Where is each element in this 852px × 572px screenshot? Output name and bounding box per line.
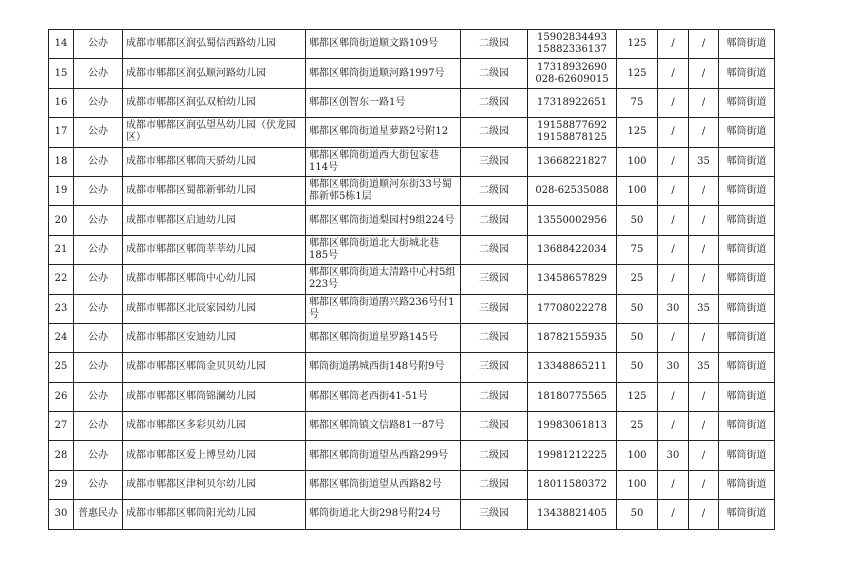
capacity-cell: 125: [617, 59, 658, 88]
count-b-cell: /: [689, 323, 719, 352]
school-type-cell: 公办: [74, 441, 123, 470]
school-type-cell: 公办: [74, 235, 123, 264]
phone-line: 15902834493: [537, 32, 607, 44]
school-name-cell: 成都市郫都区郫筒金贝贝幼儿园: [123, 353, 306, 382]
table-row: [49, 382, 775, 411]
phone-line: 17708022278: [537, 302, 607, 314]
capacity-cell: 25: [617, 265, 658, 294]
capacity-cell: 125: [617, 382, 658, 411]
phone-line: 18011580372: [537, 479, 607, 491]
phone-line: 13348865211: [537, 361, 607, 373]
table-row: [49, 176, 775, 205]
capacity-cell: 75: [617, 88, 658, 117]
row-number-cell: 19: [49, 176, 74, 205]
row-number-cell: 25: [49, 353, 74, 382]
row-number-cell: 15: [49, 59, 74, 88]
phone-line: 19983061813: [537, 420, 607, 432]
street-name-cell: 郫筒街道: [719, 176, 775, 205]
school-address-cell: 郫都区郫筒街道望从西路82号: [306, 470, 461, 499]
street-name-cell: 郫筒街道: [719, 353, 775, 382]
phone-number-cell: [528, 412, 617, 441]
school-name-cell: 成都市郫都区郫筒天骄幼儿园: [123, 147, 306, 176]
street-name-cell: 郫筒街道: [719, 59, 775, 88]
phone-line: 19981212225: [537, 449, 607, 461]
school-type-cell: 公办: [74, 206, 123, 235]
phone-line: 18782155935: [537, 332, 607, 344]
school-level-cell: 二级园: [461, 118, 528, 147]
school-type-cell: 公办: [74, 147, 123, 176]
table-row: [49, 235, 775, 264]
row-number-cell: 27: [49, 412, 74, 441]
phone-line: 028-62535088: [535, 185, 609, 197]
phone-number-cell: [528, 353, 617, 382]
row-number-cell: 21: [49, 235, 74, 264]
phone-number-cell: [528, 88, 617, 117]
phone-line: 17318932690: [537, 61, 607, 73]
school-address-cell: 郫都区郫筒街道太清路中心村5组223号: [306, 265, 461, 294]
count-b-cell: 35: [689, 147, 719, 176]
street-name-cell: 郫筒街道: [719, 441, 775, 470]
capacity-cell: 100: [617, 470, 658, 499]
school-address-cell: 郫都区郫筒街道顺河路1997号: [306, 59, 461, 88]
count-b-cell: /: [689, 235, 719, 264]
count-b-cell: /: [689, 500, 719, 529]
street-name-cell: 郫筒街道: [719, 412, 775, 441]
count-b-cell: /: [689, 206, 719, 235]
school-type-cell: 公办: [74, 176, 123, 205]
row-number-cell: 16: [49, 88, 74, 117]
table-row: [49, 147, 775, 176]
count-a-cell: /: [658, 88, 689, 117]
school-level-cell: 二级园: [461, 382, 528, 411]
phone-number-cell: [528, 382, 617, 411]
school-level-cell: 二级园: [461, 412, 528, 441]
phone-number-cell: [528, 206, 617, 235]
school-name-cell: 成都市郫都区润弘蜀信西路幼儿园: [123, 30, 306, 59]
school-level-cell: 二级园: [461, 235, 528, 264]
row-number-cell: 23: [49, 294, 74, 323]
school-level-cell: 二级园: [461, 176, 528, 205]
school-level-cell: 三级园: [461, 265, 528, 294]
school-level-cell: 二级园: [461, 88, 528, 117]
phone-line: 13550002956: [537, 214, 607, 226]
count-a-cell: /: [658, 470, 689, 499]
count-a-cell: 30: [658, 353, 689, 382]
school-name-cell: 成都市郫都区多彩贝幼儿园: [123, 412, 306, 441]
table-body: [49, 30, 775, 530]
count-b-cell: /: [689, 382, 719, 411]
school-type-cell: 公办: [74, 412, 123, 441]
kindergarten-table: [48, 29, 775, 530]
count-a-cell: /: [658, 235, 689, 264]
capacity-cell: 50: [617, 206, 658, 235]
phone-line: 13688422034: [537, 243, 607, 255]
row-number-cell: 17: [49, 118, 74, 147]
capacity-cell: 125: [617, 30, 658, 59]
row-number-cell: 14: [49, 30, 74, 59]
phone-number-cell: [528, 235, 617, 264]
table-row: [49, 206, 775, 235]
table-row: [49, 500, 775, 529]
count-a-cell: 30: [658, 294, 689, 323]
count-a-cell: 30: [658, 441, 689, 470]
count-a-cell: /: [658, 176, 689, 205]
school-level-cell: 二级园: [461, 441, 528, 470]
street-name-cell: 郫筒街道: [719, 294, 775, 323]
school-name-cell: 成都市郫都区津柯贝尔幼儿园: [123, 470, 306, 499]
street-name-cell: 郫筒街道: [719, 147, 775, 176]
street-name-cell: 郫筒街道: [719, 206, 775, 235]
street-name-cell: 郫筒街道: [719, 500, 775, 529]
school-level-cell: 三级园: [461, 147, 528, 176]
table-row: [49, 30, 775, 59]
street-name-cell: 郫筒街道: [719, 265, 775, 294]
row-number-cell: 26: [49, 382, 74, 411]
phone-number-cell: [528, 147, 617, 176]
school-address-cell: 郫都区郫筒街道星萝路2号附12: [306, 118, 461, 147]
school-type-cell: 公办: [74, 470, 123, 499]
school-name-cell: 成都市郫都区郫筒中心幼儿园: [123, 265, 306, 294]
phone-line: 13668221827: [537, 155, 607, 167]
phone-line: 15882336137: [537, 44, 607, 56]
row-number-cell: 24: [49, 323, 74, 352]
phone-number-cell: [528, 30, 617, 59]
school-level-cell: 二级园: [461, 470, 528, 499]
row-number-cell: 28: [49, 441, 74, 470]
school-name-cell: 成都市郫都区郫筒莘莘幼儿园: [123, 235, 306, 264]
capacity-cell: 100: [617, 176, 658, 205]
table-row: [49, 412, 775, 441]
school-type-cell: 公办: [74, 118, 123, 147]
capacity-cell: 75: [617, 235, 658, 264]
school-address-cell: 郫都区创智东一路1号: [306, 88, 461, 117]
table-row: [49, 470, 775, 499]
phone-number-cell: [528, 59, 617, 88]
phone-number-cell: [528, 176, 617, 205]
street-name-cell: 郫筒街道: [719, 235, 775, 264]
school-name-cell: 成都市郫都区郫筒阳光幼儿园: [123, 500, 306, 529]
count-b-cell: /: [689, 441, 719, 470]
school-type-cell: 公办: [74, 265, 123, 294]
phone-number-cell: [528, 470, 617, 499]
school-address-cell: 郫都区郫筒街道梨园村9组224号: [306, 206, 461, 235]
capacity-cell: 100: [617, 147, 658, 176]
school-address-cell: 郫都区郫筒街道顺河东街33号蜀都新邨5栋1层: [306, 176, 461, 205]
school-address-cell: 郫都区郫筒街道顺文路109号: [306, 30, 461, 59]
school-address-cell: 郫都区郫筒街道西大街包家巷114号: [306, 147, 461, 176]
school-name-cell: 成都市郫都区爱上博昱幼儿园: [123, 441, 306, 470]
phone-number-cell: [528, 118, 617, 147]
school-address-cell: 郫都区郫筒街道鹃兴路236号付1号: [306, 294, 461, 323]
count-b-cell: 35: [689, 353, 719, 382]
street-name-cell: 郫筒街道: [719, 470, 775, 499]
table-row: [49, 118, 775, 147]
count-b-cell: /: [689, 30, 719, 59]
school-name-cell: 成都市郫都区启迪幼儿园: [123, 206, 306, 235]
school-type-cell: 公办: [74, 353, 123, 382]
phone-number-cell: [528, 265, 617, 294]
count-a-cell: /: [658, 323, 689, 352]
count-b-cell: /: [689, 118, 719, 147]
phone-number-cell: [528, 323, 617, 352]
school-address-cell: 郫都区郫筒老西街41-51号: [306, 382, 461, 411]
school-level-cell: 二级园: [461, 206, 528, 235]
count-b-cell: /: [689, 59, 719, 88]
table-row: [49, 441, 775, 470]
count-a-cell: /: [658, 412, 689, 441]
school-address-cell: 郫都区郫筒镇文信路81一87号: [306, 412, 461, 441]
table-row: [49, 59, 775, 88]
school-level-cell: 二级园: [461, 59, 528, 88]
phone-line: 19158877692: [537, 120, 607, 132]
table-row: [49, 353, 775, 382]
row-number-cell: 29: [49, 470, 74, 499]
capacity-cell: 25: [617, 412, 658, 441]
count-b-cell: /: [689, 470, 719, 499]
phone-line: 18180775565: [537, 390, 607, 402]
phone-line: 13438821405: [537, 508, 607, 520]
count-b-cell: /: [689, 265, 719, 294]
table-row: [49, 323, 775, 352]
phone-line: 19158878125: [537, 132, 607, 144]
count-b-cell: /: [689, 88, 719, 117]
school-name-cell: 成都市郫都区郫筒锦澜幼儿园: [123, 382, 306, 411]
phone-number-cell: [528, 441, 617, 470]
school-address-cell: 郫筒街道鹃城西街148号附9号: [306, 353, 461, 382]
street-name-cell: 郫筒街道: [719, 30, 775, 59]
phone-number-cell: [528, 500, 617, 529]
school-type-cell: 公办: [74, 323, 123, 352]
phone-line: 17318922651: [537, 96, 607, 108]
capacity-cell: 50: [617, 294, 658, 323]
street-name-cell: 郫筒街道: [719, 323, 775, 352]
school-type-cell: 普惠民办: [74, 500, 123, 529]
count-a-cell: /: [658, 147, 689, 176]
school-level-cell: 三级园: [461, 294, 528, 323]
phone-line: 13458657829: [537, 273, 607, 285]
row-number-cell: 18: [49, 147, 74, 176]
count-a-cell: /: [658, 59, 689, 88]
school-type-cell: 公办: [74, 30, 123, 59]
school-type-cell: 公办: [74, 382, 123, 411]
phone-number-cell: [528, 294, 617, 323]
table-row: [49, 88, 775, 117]
count-a-cell: /: [658, 30, 689, 59]
school-name-cell: 成都市郫都区北辰家园幼儿园: [123, 294, 306, 323]
capacity-cell: 100: [617, 441, 658, 470]
capacity-cell: 50: [617, 353, 658, 382]
capacity-cell: 125: [617, 118, 658, 147]
school-address-cell: 郫都区郫筒街道星罗路145号: [306, 323, 461, 352]
count-b-cell: /: [689, 412, 719, 441]
school-level-cell: 二级园: [461, 323, 528, 352]
school-name-cell: 成都市郫都区润弘望丛幼儿园（伏龙园区）: [123, 118, 306, 147]
school-type-cell: 公办: [74, 294, 123, 323]
table-row: [49, 265, 775, 294]
school-level-cell: 二级园: [461, 30, 528, 59]
phone-line: 028-62609015: [535, 73, 609, 85]
school-address-cell: 郫筒街道北大街298号附24号: [306, 500, 461, 529]
count-b-cell: /: [689, 176, 719, 205]
school-name-cell: 成都市郫都区润弘顺河路幼儿园: [123, 59, 306, 88]
school-type-cell: 公办: [74, 88, 123, 117]
street-name-cell: 郫筒街道: [719, 88, 775, 117]
count-a-cell: /: [658, 500, 689, 529]
school-name-cell: 成都市郫都区安迪幼儿园: [123, 323, 306, 352]
row-number-cell: 22: [49, 265, 74, 294]
street-name-cell: 郫筒街道: [719, 382, 775, 411]
table-row: [49, 294, 775, 323]
count-b-cell: 35: [689, 294, 719, 323]
capacity-cell: 50: [617, 323, 658, 352]
school-level-cell: 三级园: [461, 500, 528, 529]
count-a-cell: /: [658, 206, 689, 235]
school-address-cell: 郫都区郫筒街道望丛西路299号: [306, 441, 461, 470]
capacity-cell: 50: [617, 500, 658, 529]
school-name-cell: 成都市郫都区润弘双柏幼儿园: [123, 88, 306, 117]
school-name-cell: 成都市郫都区蜀都新邨幼儿园: [123, 176, 306, 205]
school-address-cell: 郫都区郫筒街道北大街城北巷185号: [306, 235, 461, 264]
school-level-cell: 三级园: [461, 353, 528, 382]
count-a-cell: /: [658, 265, 689, 294]
row-number-cell: 20: [49, 206, 74, 235]
row-number-cell: 30: [49, 500, 74, 529]
school-type-cell: 公办: [74, 59, 123, 88]
count-a-cell: /: [658, 118, 689, 147]
count-a-cell: /: [658, 382, 689, 411]
street-name-cell: 郫筒街道: [719, 118, 775, 147]
